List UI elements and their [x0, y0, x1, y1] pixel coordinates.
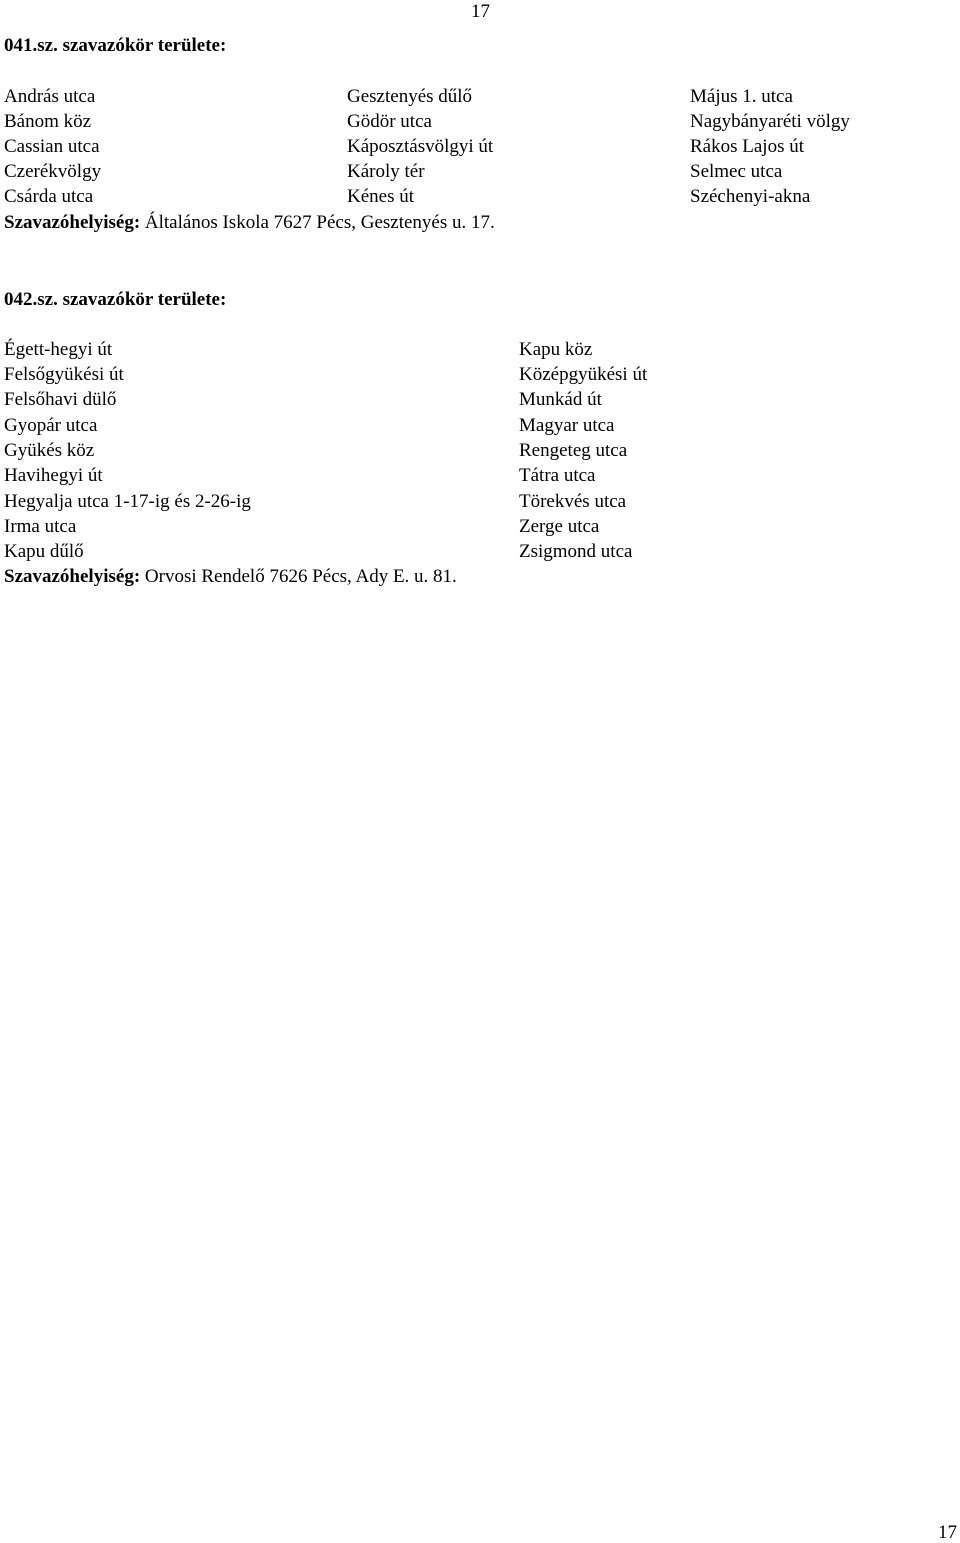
street-name: Kénes út [347, 186, 415, 207]
street-name: Rákos Lajos út [690, 136, 804, 157]
street-name: Zerge utca [519, 516, 600, 537]
street-name: Kapu dűlő [4, 541, 84, 562]
street-name: Tátra utca [519, 465, 596, 486]
street-name: Felsőgyükési út [4, 364, 124, 385]
street-name: Felsőhavi dülő [4, 389, 117, 410]
street-name: Hegyalja utca 1-17-ig és 2-26-ig [4, 491, 251, 512]
section-title-042: 042.sz. szavazókör területe: [4, 289, 227, 310]
street-name: Gesztenyés dűlő [347, 86, 473, 107]
polling-label: Szavazóhelyiség: [4, 212, 141, 233]
street-name: Zsigmond utca [519, 541, 633, 562]
street-name: Munkád út [519, 389, 602, 410]
street-name: Május 1. utca [690, 86, 793, 107]
polling-place-042 [4, 567, 457, 586]
street-name: András utca [4, 86, 96, 107]
street-name: Gyopár utca [4, 415, 98, 436]
polling-address: Orvosi Rendelő 7626 Pécs, Ady E. u. 81. [144, 566, 457, 587]
street-name: Rengeteg utca [519, 440, 628, 461]
street-name: Középgyükési út [519, 364, 648, 385]
section-title-041: 041.sz. szavazókör területe: [4, 35, 227, 56]
page-number-top: 17 [471, 1, 490, 22]
street-name: Havihegyi út [4, 465, 103, 486]
polling-address: Általános Iskola 7627 Pécs, Gesztenyés u. 17. [144, 212, 495, 233]
street-name: Czerékvölgy [4, 161, 102, 182]
street-name: Károly tér [347, 161, 425, 182]
street-name: Irma utca [4, 516, 77, 537]
street-name: Gödör utca [347, 111, 432, 132]
street-name: Magyar utca [519, 415, 615, 436]
street-name: Csárda utca [4, 186, 94, 207]
street-name: Széchenyi-akna [690, 186, 811, 207]
street-name: Cassian utca [4, 136, 100, 157]
street-name: Selmec utca [690, 161, 783, 182]
street-name: Nagybányaréti völgy [690, 111, 850, 132]
street-name: Káposztásvölgyi út [347, 136, 494, 157]
street-name: Kapu köz [519, 339, 593, 360]
street-name: Törekvés utca [519, 491, 627, 512]
polling-label: Szavazóhelyiség: [4, 566, 141, 587]
polling-place-041 [4, 213, 495, 232]
street-name: Bánom köz [4, 111, 92, 132]
page-number-bottom: 17 [938, 1522, 957, 1543]
street-name: Égett-hegyi út [4, 339, 113, 360]
street-name: Gyükés köz [4, 440, 95, 461]
